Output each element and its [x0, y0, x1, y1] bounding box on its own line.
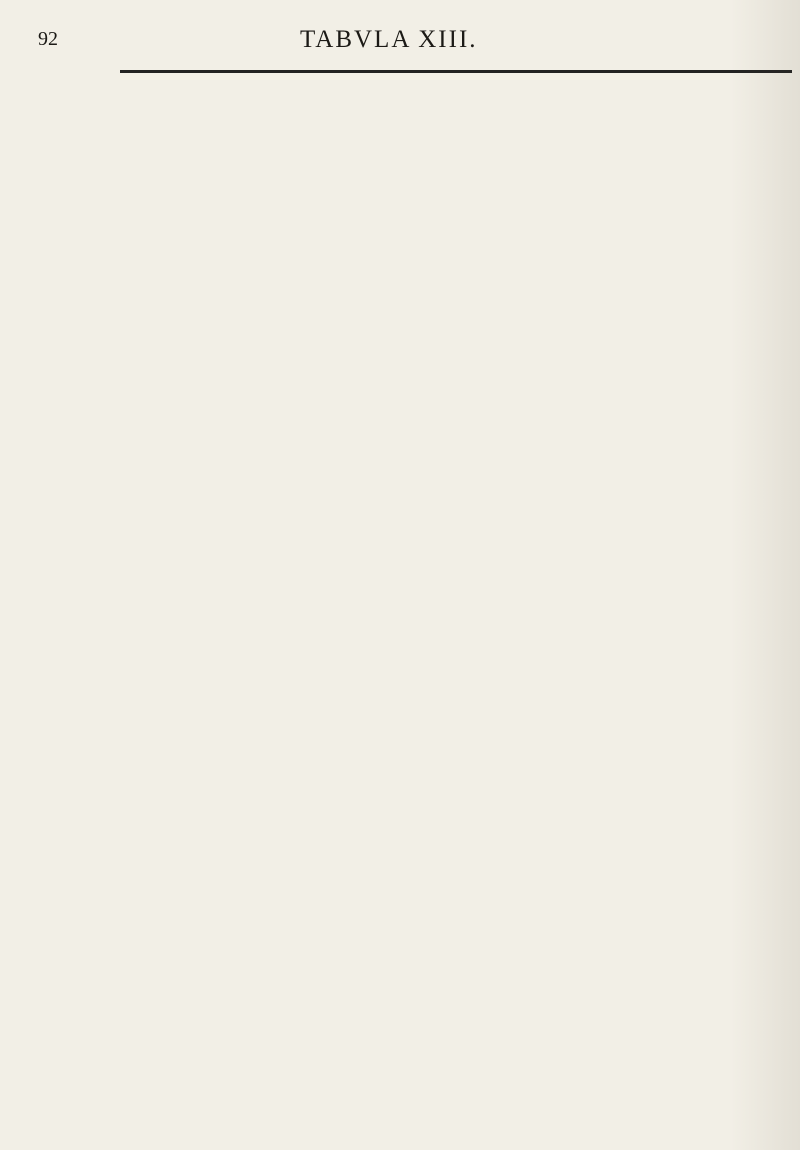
- running-title: TABVLA XIII.: [300, 26, 478, 53]
- page-header: [0, 26, 800, 66]
- page-edge-shadow: [730, 0, 800, 1150]
- page-number: 92: [38, 28, 58, 50]
- header-rule: [120, 70, 792, 73]
